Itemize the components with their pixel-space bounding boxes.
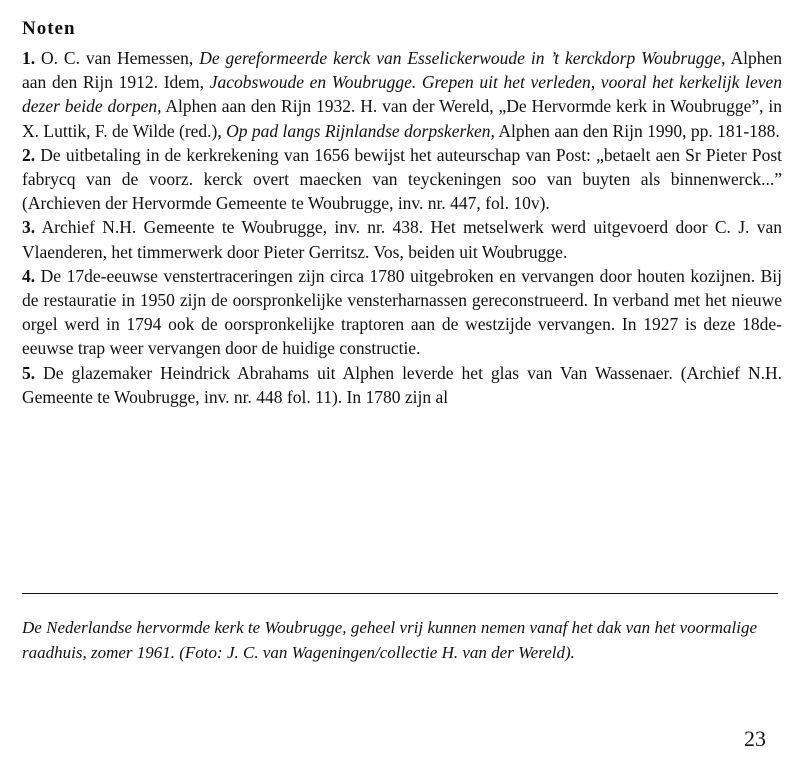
note-text: De glazemaker Heindrick Abrahams uit Alphen leverde het glas van Van Wassenaer. (Archief N.H. Gemeente te Woubrugge, inv. nr. 448 fol. 11). In 1780 zijn al (22, 362, 783, 407)
note-text: De uitbetaling in de kerkrekening van 1656 bewijst het auteurschap van Post: „betaelt aen Sr Pieter Post fabrycq van de voorz. kerck overt maecken van teyckeningen soo van buyten als binnenwerck...” (Archieven der Hervormde Gemeente te Woubrugge, inv. nr. 447, fol. 10v). (22, 144, 782, 214)
note-text: Alphen aan den Rijn 1932. H. van der Wereld, „De Hervormde kerk in Woubrugge”, in X. Luttik, F. de Wilde (red.), (22, 96, 782, 141)
note-4 (22, 264, 782, 361)
note-number: 3. (22, 217, 36, 238)
note-number: 1. (22, 48, 36, 68)
note-2 (22, 143, 782, 216)
note-number: 5. (22, 362, 36, 383)
note-text: De 17de-eeuwse venstertraceringen zijn circa 1780 uitgebroken en vervangen door houten kozijnen. Bij de restauratie in 1950 zijn de oorspronkelijke vensterharnassen gereconstrueerd. In verband met het nieuwe orgel werd in 1794 ook de oorspronkelijke traptoren aan de westzijde vervangen. In 1927 is deze 18de-eeuwse trap weer vervangen door de huidige constructie. (22, 265, 782, 359)
note-title-italic: Op pad langs Rijnlandse dorpskerken, (226, 120, 495, 141)
note-text: Alphen aan den Rijn 1912. Idem, (22, 48, 782, 93)
note-number: 2. (22, 144, 36, 165)
note-number: 4. (22, 265, 36, 286)
page-number: 23 (744, 726, 766, 751)
photo-caption: De Nederlandse hervormde kerk te Woubrugge, geheel vrij kunnen nemen vanaf het dak van het voormalige raadhuis, zomer 1961. (Foto: J. C. van Wageningen/collectie H. van der Wereld). (22, 618, 757, 662)
note-title-italic: Jacobswoude en Woubrugge. Grepen uit het verleden, vooral het kerkelijk leven dezer beide dorpen, (22, 72, 782, 117)
notes-list (22, 46, 782, 409)
notes-heading: Noten (22, 18, 76, 39)
note-text: Alphen aan den Rijn 1990, pp. 181-188. (494, 120, 780, 141)
note-text: O. C. van Hemessen, (41, 48, 200, 68)
note-1 (22, 46, 782, 143)
note-5 (22, 361, 782, 409)
separator-rule (22, 593, 778, 594)
note-3 (22, 215, 782, 263)
note-title-italic: De gereformeerde kerck van Esselickerwoude in ’t kerckdorp Woubrugge, (199, 48, 726, 68)
note-text: Archief N.H. Gemeente te Woubrugge, inv. nr. 438. Het metselwerk werd uitgevoerd door C. J. van Vlaenderen, het timmerwerk door Pieter Gerritsz. Vos, beiden uit Woubrugge. (22, 217, 782, 262)
